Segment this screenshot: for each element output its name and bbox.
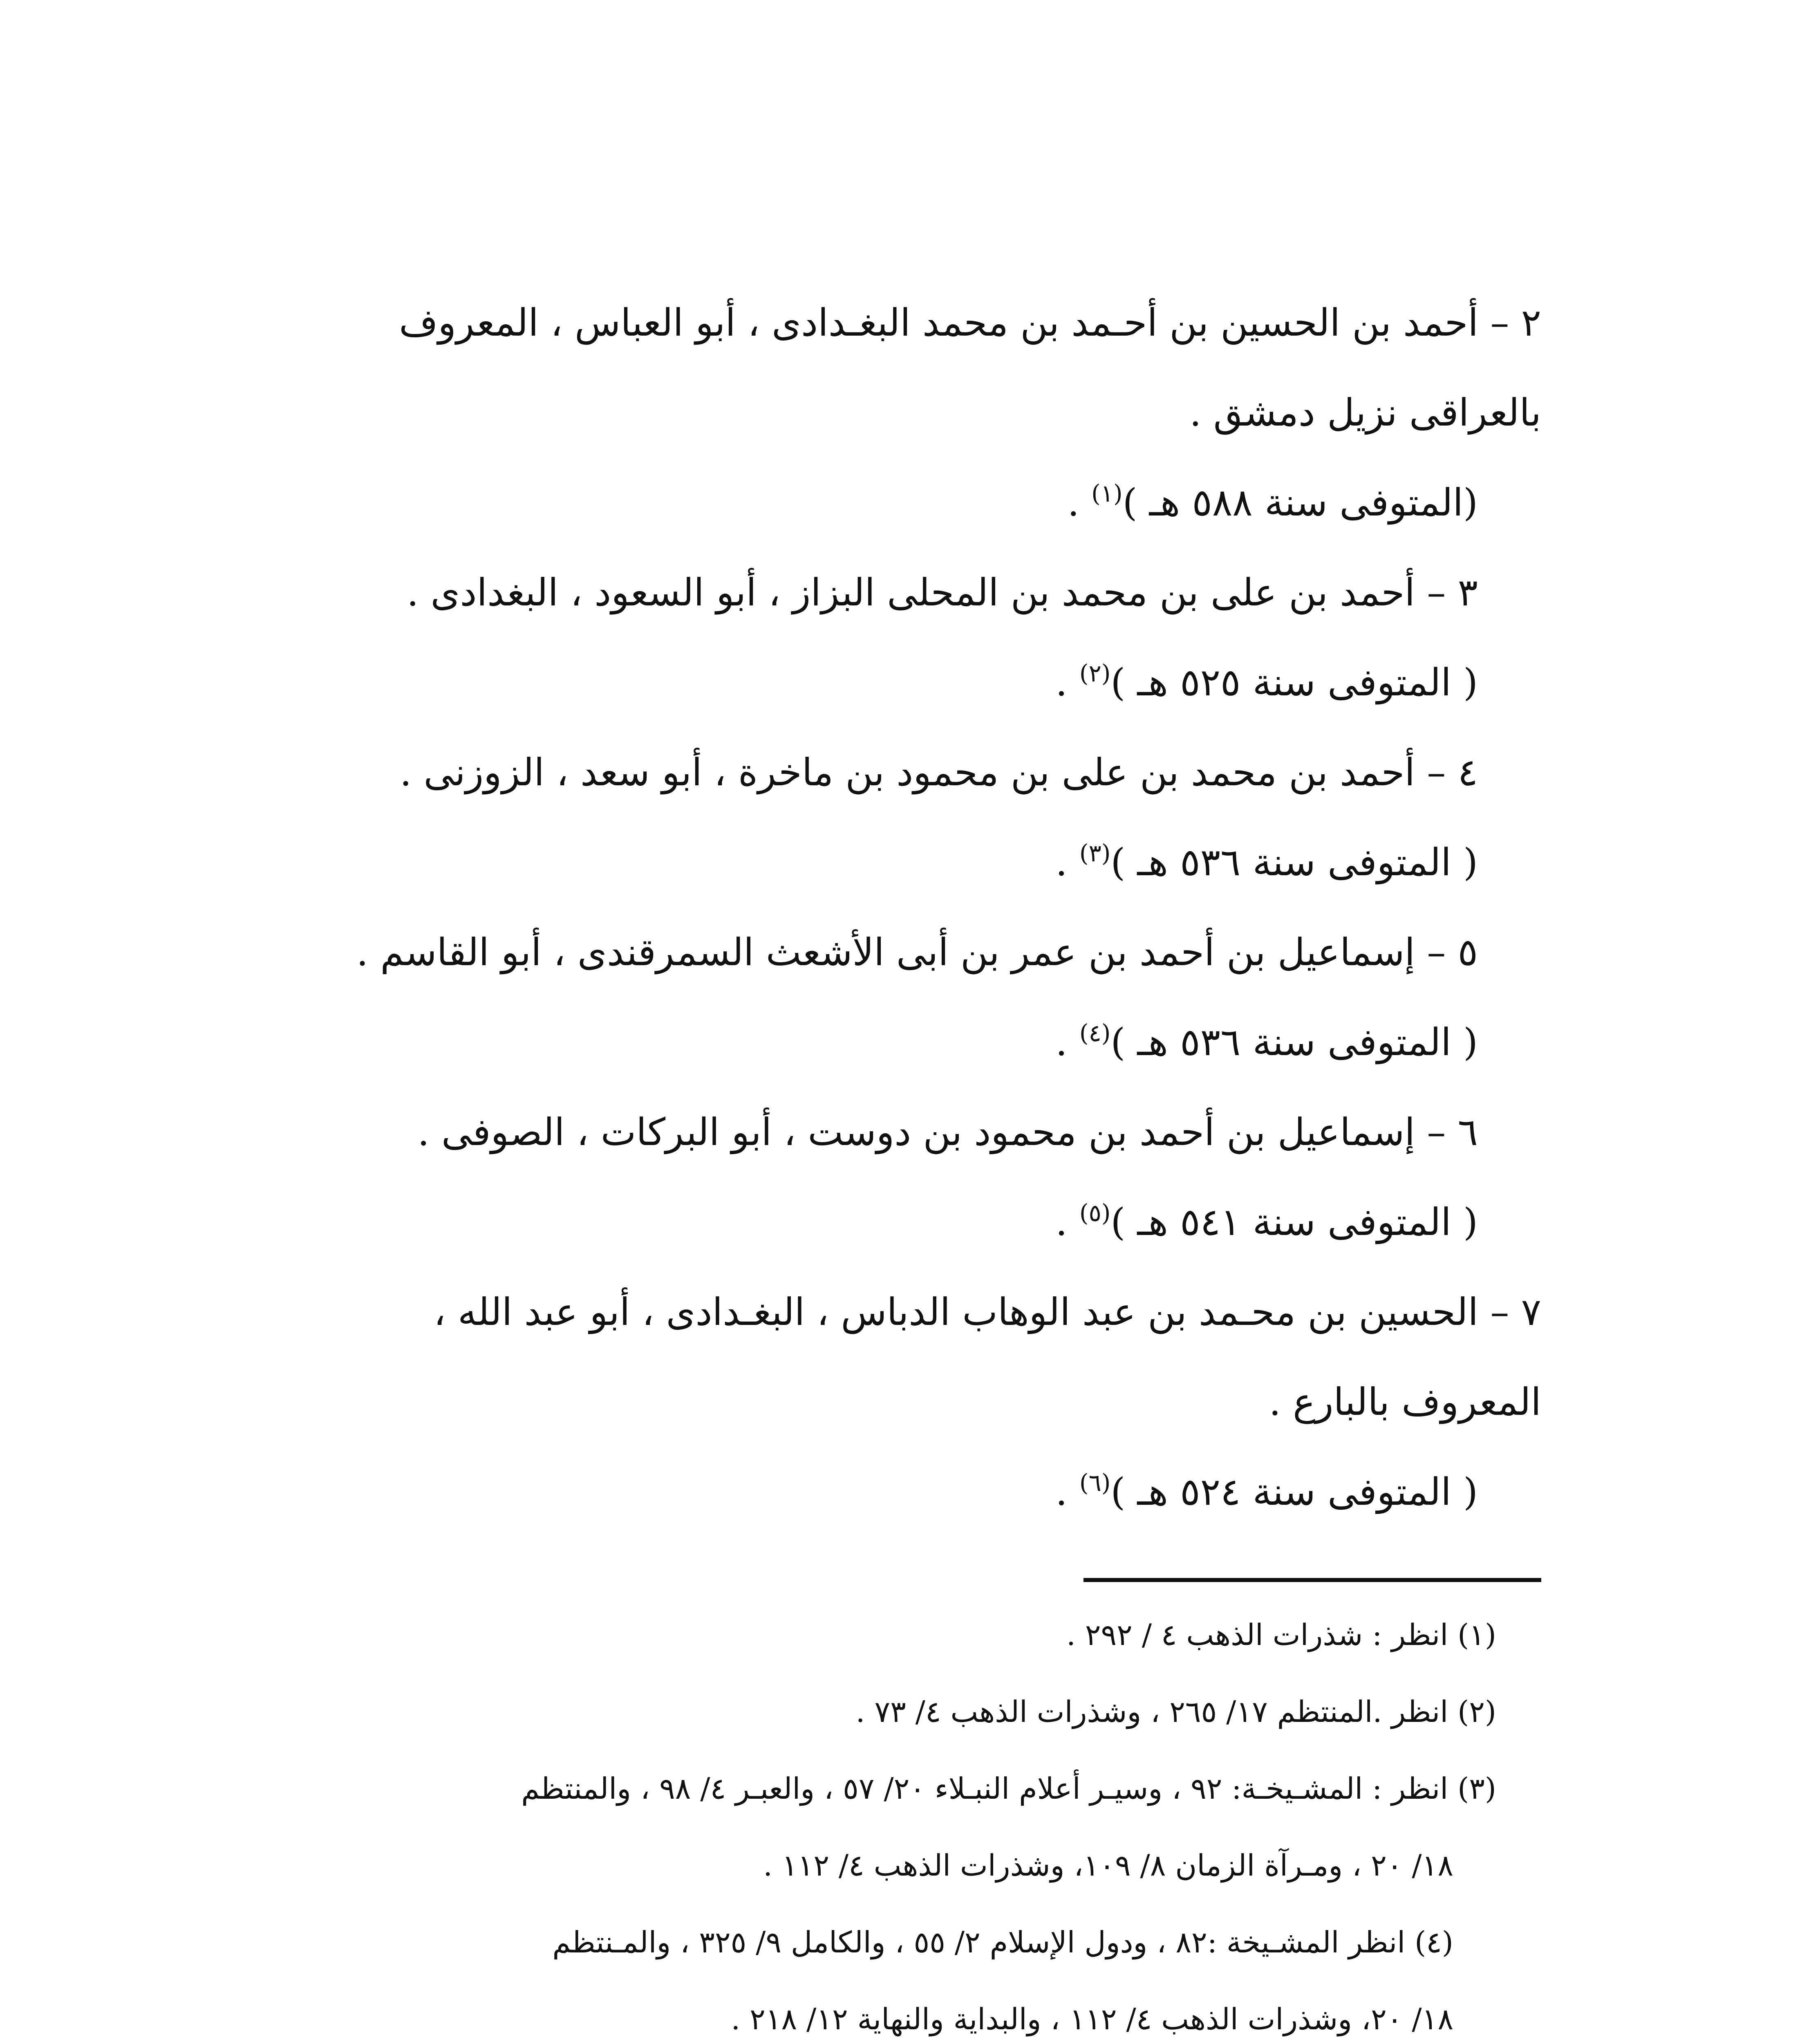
entry-3-line-1: ٣ – أحمد بن على بن محمد بن المحلى البزاز ، أبو السعود ، البغدادى . bbox=[407, 571, 1478, 614]
entry-6-death bbox=[270, 1177, 1541, 1267]
death-suffix: . bbox=[1055, 661, 1079, 704]
footnote-ref-5: (٥) bbox=[1079, 1199, 1111, 1227]
footnote-divider bbox=[1083, 1578, 1541, 1582]
footnote-ref-1: (١) bbox=[1091, 480, 1123, 507]
entry-4-line-1: ٤ – أحمد بن محمد بن على بن محمود بن ماخرة ، أبو سعد ، الزوزنى . bbox=[399, 751, 1478, 794]
death-text: ( المتوفى سنة ٥٣٦ هـ ) bbox=[1110, 840, 1478, 884]
footnotes bbox=[262, 1596, 1541, 2044]
death-text: ( المتوفى سنة ٥٢٥ هـ ) bbox=[1110, 661, 1478, 704]
footnote-4-line-2: ١٨/ ٢٠، وشذرات الذهب ٤/ ١١٢ ، والبداية والنهاية ١٢/ ٢١٨ . bbox=[731, 2002, 1453, 2036]
footnote-3-line-2: ١٨/ ٢٠ ، ومـرآة الزمان ٨/ ١٠٩، وشذرات الذهب ٤/ ١١٢ . bbox=[763, 1848, 1453, 1883]
death-suffix: . bbox=[1055, 1470, 1079, 1514]
death-text: (المتوفى سنة ٥٨٨ هـ ) bbox=[1122, 481, 1478, 524]
footnote-ref-4: (٤) bbox=[1079, 1019, 1111, 1047]
footnote-4-line-1: (٤) انظر المشـيخة :٨٢ ، ودول الإسلام ٢/ ٥٥ ، والكامل ٩/ ٣٢٥ ، والمـنتظم bbox=[552, 1925, 1453, 1959]
death-text: ( المتوفى سنة ٥٢٤ هـ ) bbox=[1110, 1470, 1478, 1514]
footnote-3-line-1: (٣) انظر : المشـيخـة: ٩٢ ، وسيـر أعلام النبـلاء ٢٠/ ٥٧ ، والعبـر ٤/ ٩٨ ، والمنتظم bbox=[521, 1771, 1496, 1806]
entry-2-line-2: بالعراقى نزيل دمشق . bbox=[1189, 391, 1541, 435]
entry-7-death bbox=[270, 1447, 1541, 1537]
death-text: ( المتوفى سنة ٥٣٦ هـ ) bbox=[1110, 1020, 1478, 1064]
footnote-ref-2: (٢) bbox=[1079, 659, 1111, 687]
death-suffix: . bbox=[1055, 1200, 1079, 1244]
entry-4-death bbox=[270, 818, 1541, 908]
entry-3-death bbox=[270, 638, 1541, 728]
footnote-ref-3: (٣) bbox=[1079, 839, 1111, 867]
entry-6-line-1: ٦ – إسماعيل بن أحمد بن محمود بن دوست ، أبو البركات ، الصوفى . bbox=[417, 1110, 1478, 1154]
entry-2-death bbox=[270, 458, 1541, 548]
death-suffix: . bbox=[1055, 1020, 1079, 1064]
footnote-ref-6: (٦) bbox=[1079, 1469, 1111, 1497]
entry-5-death bbox=[270, 997, 1541, 1087]
footnote-1: (١) انظر : شذرات الذهب ٤ / ٢٩٢ . bbox=[1066, 1618, 1496, 1652]
entry-7-line-2: المعروف بالبارع . bbox=[1269, 1380, 1541, 1424]
entry-2-line-1: ٢ – أحمد بن الحسين بن أحـمد بن محمد البغـدادى ، أبو العباس ، المعروف bbox=[399, 301, 1541, 345]
entry-7-line-1: ٧ – الحسين بن محـمد بن عبد الوهاب الدباس ، البغـدادى ، أبو عبد الله ، bbox=[434, 1290, 1541, 1334]
death-suffix: . bbox=[1055, 840, 1079, 884]
footnote-2: (٢) انظر .المنتظم ١٧/ ٢٦٥ ، وشذرات الذهب ٤/ ٧٣ . bbox=[855, 1694, 1496, 1729]
death-suffix: . bbox=[1067, 481, 1092, 524]
death-text: ( المتوفى سنة ٥٤١ هـ ) bbox=[1110, 1200, 1478, 1244]
main-text bbox=[270, 278, 1541, 1537]
entry-5-line-1: ٥ – إسماعيل بن أحمد بن عمر بن أبى الأشعث السمرقندى ، أبو القاسم . bbox=[356, 930, 1478, 974]
